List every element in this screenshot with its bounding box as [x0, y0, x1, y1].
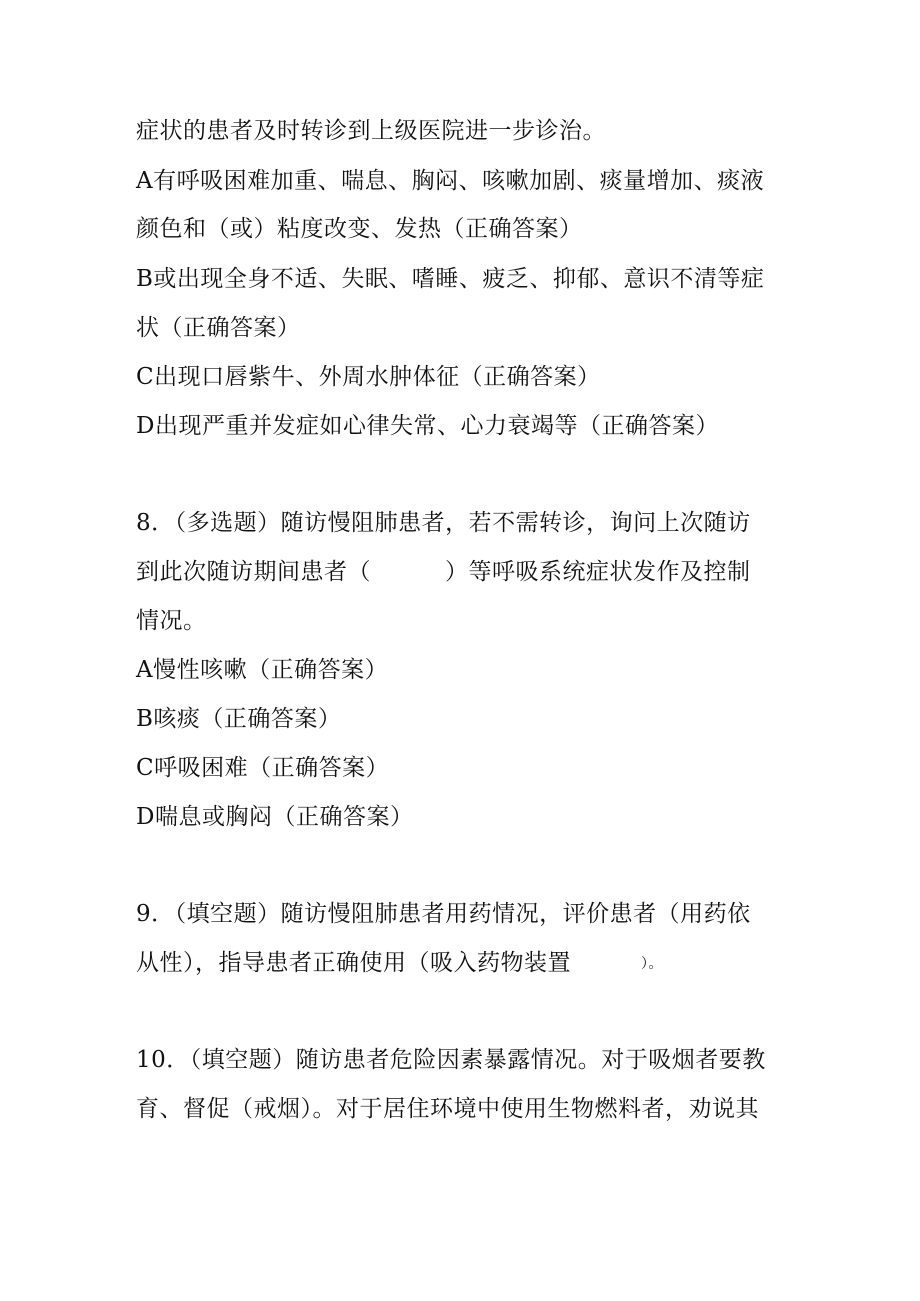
q7-tail: 症状的患者及时转诊到上级医院进一步诊治。 — [136, 118, 606, 144]
q8-option-a: A慢性咳嗽（正确答案） — [136, 657, 389, 683]
q9-stem-line2-close: ）。 — [641, 956, 663, 972]
q7-option-b-line1: B或出现全身不适、失眠、嗜睡、疲乏、抑郁、意识不清等症 — [136, 266, 765, 292]
q7-option-d: D出现严重并发症如心律失常、心力衰竭等（正确答案） — [136, 413, 719, 439]
q8-stem-line2-start: 到此次随访期间患者（ — [136, 559, 371, 585]
q7-option-a-line2: 颜色和（或）粘度改变、发热（正确答案） — [136, 216, 583, 242]
q8-option-d: D喘息或胸闷（正确答案） — [136, 804, 414, 830]
q10-stem-line2: 育、督促（戒烟）。对于居住环境中使用生物燃料者，劝说其 — [136, 1096, 759, 1122]
q8-stem-line2-end: ）等呼吸系统症状发作及控制 — [445, 559, 751, 585]
q8-option-b: B咳痰（正确答案） — [136, 706, 342, 732]
q9-stem-line2-text: 从性），指导患者正确使用（吸入药物装置 — [136, 950, 571, 976]
q8-stem-line2 — [136, 557, 751, 587]
q9-stem-line1: 9．（填空题）随访慢阻肺患者用药情况，评价患者（用药依 — [136, 901, 751, 927]
q7-option-a-line1: A有呼吸困难加重、喘息、胸闷、咳嗽加剧、痰量增加、痰液 — [136, 168, 765, 194]
q7-option-b-line2: 状（正确答案） — [136, 315, 301, 341]
q8-stem-line3: 情况。 — [136, 608, 207, 634]
q7-option-c: C出现口唇紫牛、外周水肿体征（正确答案） — [136, 364, 601, 390]
q8-option-c: C呼吸困难（正确答案） — [136, 755, 390, 781]
q9-stem-line2 — [136, 948, 663, 979]
q10-stem-line1: 10．（填空题）随访患者危险因素暴露情况。对于吸烟者要教 — [136, 1047, 766, 1073]
q8-stem-line1: 8．（多选题）随访慢阻肺患者，若不需转诊，询问上次随访 — [136, 510, 751, 536]
